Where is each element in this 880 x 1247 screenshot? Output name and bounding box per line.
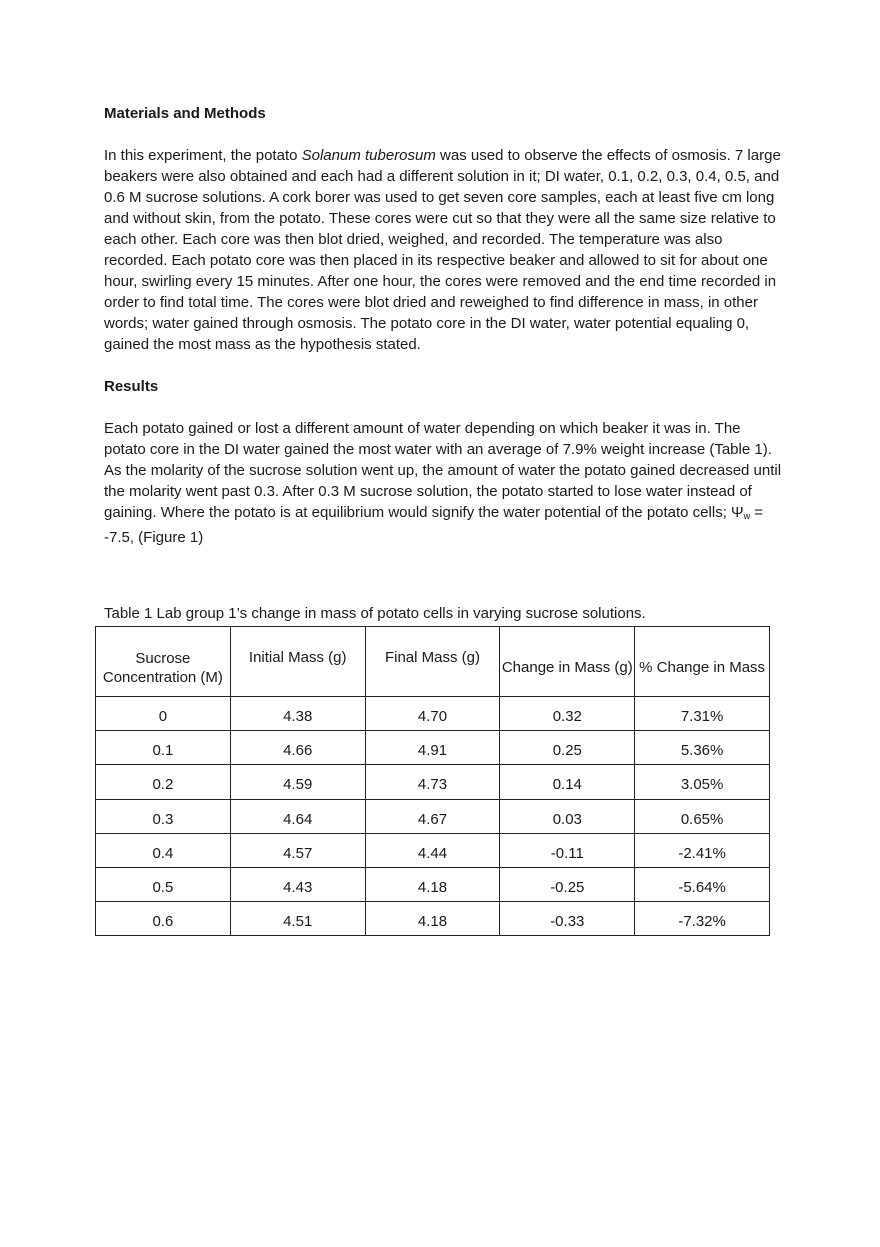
table-row: 0.1 4.66 4.91 0.25 5.36% — [96, 731, 770, 765]
header-cell: % Change in Mass — [635, 627, 770, 697]
methods-heading: Materials and Methods — [104, 105, 266, 122]
results-heading: Results — [104, 378, 159, 395]
psi-symbol: Ψ — [731, 504, 744, 521]
methods-text-rest: was used to observe the effects of osmosis. 7 large beakers were also obtained and each had a different solution in it; DI water, 0.1, 0.2, 0.3, 0.4, 0.5, and 0.6 M sucrose solutions. A cork borer was used to get seven core samples, each at least five cm long and without skin, from the potato. These cores were cut so that they were all the same size relative to each other. Each core was then blot dried, weighed, and recorded. The temperature was also recorded. Each potato core was then placed in its respective beaker and allowed to sit for about one hour, swirling every 15 minutes. After one hour, the cores were removed and the end time recorded in order to find total time. The cores were blot dried and reweighed to find difference in mass, in other words; water gained through osmosis. The potato core in the DI water, water potential equaling 0, gained the most mass as the hypothesis stated. — [104, 147, 781, 353]
table-header-row — [96, 627, 770, 697]
document-body — [104, 103, 784, 548]
psi-subscript: w — [743, 511, 751, 521]
results-paragraph — [104, 418, 784, 548]
header-cell: Initial Mass (g) — [230, 627, 365, 697]
table-row: 0.4 4.57 4.44 -0.11 -2.41% — [96, 833, 770, 867]
header-cell: Sucrose Concentration (M) — [96, 627, 231, 697]
methods-text-start: In this experiment, the potato — [104, 147, 302, 164]
results-text-end: = -7.5, (Figure 1) — [104, 504, 764, 546]
results-text: Each potato gained or lost a different amount of water depending on which beaker it was in. The potato core in the DI water gained the most water with an average of 7.9% weight increase (Table 1). As the molarity of the sucrose solution went up, the amount of water the potato gained decreased until the molarity went past 0.3. After 0.3 M sucrose solution, the potato started to lose water instead of gaining. Where the potato is at equilibrium would signify the water potential of the potato cells; — [104, 420, 782, 521]
table-row: 0.5 4.43 4.18 -0.25 -5.64% — [96, 867, 770, 901]
table-row: 0.2 4.59 4.73 0.14 3.05% — [96, 765, 770, 799]
methods-paragraph — [104, 145, 784, 355]
header-cell: Change in Mass (g) — [500, 627, 635, 697]
species-name: Solanum tuberosum — [301, 147, 436, 164]
table-row: 0 4.38 4.70 0.32 7.31% — [96, 697, 770, 731]
header-cell: Final Mass (g) — [365, 627, 500, 697]
table-caption: Table 1 Lab group 1’s change in mass of potato cells in varying sucrose solutions. — [104, 605, 646, 622]
data-table — [95, 626, 770, 936]
table-row: 0.3 4.64 4.67 0.03 0.65% — [96, 799, 770, 833]
table-row: 0.6 4.51 4.18 -0.33 -7.32% — [96, 901, 770, 935]
